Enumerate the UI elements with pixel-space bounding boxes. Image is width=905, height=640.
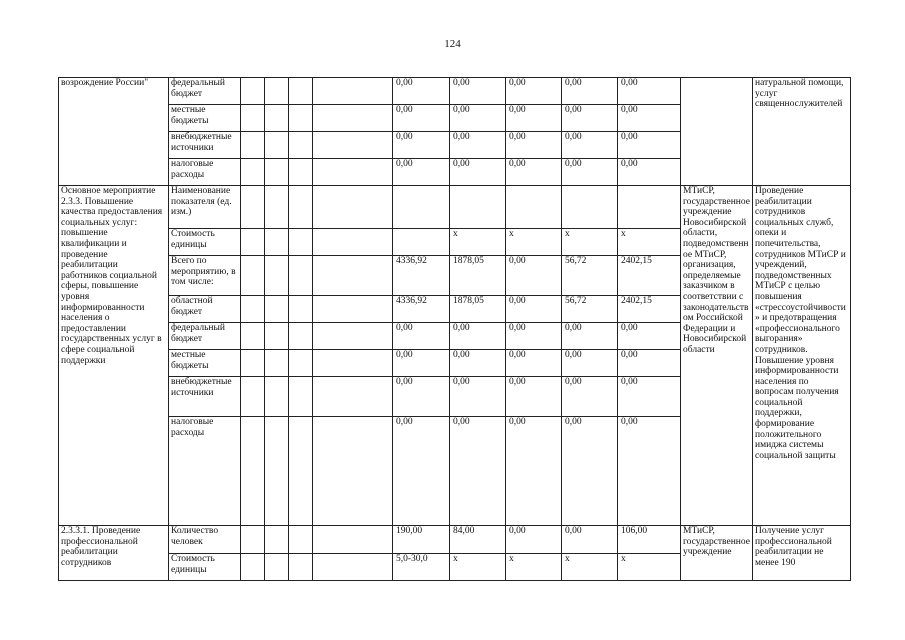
- value-cell: 0,00: [562, 323, 618, 350]
- value-cell: 1878,05: [450, 256, 506, 296]
- value-cell: 0,00: [618, 132, 681, 159]
- value-cell: 0,00: [506, 296, 562, 323]
- value-cell: [393, 186, 450, 229]
- value-cell: 0,00: [562, 526, 618, 554]
- value-cell: х: [562, 229, 618, 256]
- activity-name: 2.3.3.1. Проведение профессиональной реабилитации сотрудников: [59, 526, 169, 581]
- value-cell: 0,00: [450, 105, 506, 132]
- value-cell: 0,00: [562, 350, 618, 377]
- value-cell: 84,00: [450, 526, 506, 554]
- value-cell: 0,00: [562, 105, 618, 132]
- table-row: [59, 78, 851, 105]
- value-cell: 0,00: [562, 78, 618, 105]
- indicator-cell: налоговые расходы: [169, 159, 241, 186]
- value-cell: 0,00: [618, 350, 681, 377]
- value-cell: 0,00: [506, 256, 562, 296]
- value-cell: 0,00: [450, 132, 506, 159]
- value-cell: 0,00: [562, 417, 618, 526]
- value-cell: 4336,92: [393, 256, 450, 296]
- value-cell: 0,00: [506, 350, 562, 377]
- activity-name: Основное мероприятие 2.3.3. Повышение качества предоставления социальных услуг: повышение квалификации и проведение реабилитации работников социальной сферы, повышение уровня информированности населения о предоставлении государственных услуг в сфере социальной поддержки: [59, 186, 169, 526]
- value-cell: 0,00: [450, 417, 506, 526]
- indicator-cell: местные бюджеты: [169, 105, 241, 132]
- value-cell: 0,00: [393, 132, 450, 159]
- value-cell: [450, 186, 506, 229]
- value-cell: 56,72: [562, 256, 618, 296]
- indicator-cell: внебюджетные источники: [169, 132, 241, 159]
- value-cell: х: [450, 229, 506, 256]
- indicator-cell: налоговые расходы: [169, 417, 241, 526]
- value-cell: 0,00: [618, 323, 681, 350]
- value-cell: 0,00: [450, 350, 506, 377]
- value-cell: [562, 186, 618, 229]
- value-cell: 56,72: [562, 296, 618, 323]
- indicator-cell: федеральный бюджет: [169, 78, 241, 105]
- value-cell: 2402,15: [618, 296, 681, 323]
- indicator-cell: Количество человек: [169, 526, 241, 554]
- value-cell: 0,00: [393, 350, 450, 377]
- value-cell: 0,00: [393, 417, 450, 526]
- value-cell: 0,00: [506, 159, 562, 186]
- value-cell: 0,00: [562, 132, 618, 159]
- indicator-cell: федеральный бюджет: [169, 323, 241, 350]
- value-cell: 0,00: [618, 417, 681, 526]
- value-cell: [618, 186, 681, 229]
- value-cell: 0,00: [393, 78, 450, 105]
- value-cell: х: [618, 554, 681, 581]
- program-table: [58, 77, 851, 581]
- value-cell: 106,00: [618, 526, 681, 554]
- table-row: [59, 526, 851, 554]
- value-cell: [506, 186, 562, 229]
- value-cell: 0,00: [393, 377, 450, 417]
- value-cell: 1878,05: [450, 296, 506, 323]
- value-cell: 190,00: [393, 526, 450, 554]
- value-cell: 0,00: [450, 377, 506, 417]
- value-cell: 0,00: [506, 78, 562, 105]
- value-cell: 0,00: [393, 159, 450, 186]
- indicator-cell: Всего по мероприятию, в том числе:: [169, 256, 241, 296]
- executor-cell: МТиСР, государственное учреждение: [681, 526, 753, 581]
- value-cell: 0,00: [562, 377, 618, 417]
- value-cell: 2402,15: [618, 256, 681, 296]
- value-cell: 0,00: [618, 105, 681, 132]
- result-cell: Получение услуг профессиональной реабилитации не менее 190: [753, 526, 851, 581]
- value-cell: х: [562, 554, 618, 581]
- value-cell: 5,0-30,0: [393, 554, 450, 581]
- value-cell: 0,00: [450, 323, 506, 350]
- activity-name: возрождение России": [59, 78, 169, 186]
- executor-cell: МТиСР, государственное учреждение Новосибирской области, подведомственное МТиСР, организация, определяемые заказчиком в соответствии с законодательством Российской Федерации и Новосибирской области: [681, 186, 753, 526]
- value-cell: х: [618, 229, 681, 256]
- executor-cell: [681, 78, 753, 186]
- value-cell: 0,00: [393, 323, 450, 350]
- value-cell: 0,00: [562, 159, 618, 186]
- value-cell: 0,00: [506, 105, 562, 132]
- indicator-cell: Стоимость единицы: [169, 554, 241, 581]
- value-cell: 0,00: [450, 78, 506, 105]
- indicator-cell: областной бюджет: [169, 296, 241, 323]
- page-number: 124: [444, 38, 461, 50]
- value-cell: 0,00: [506, 323, 562, 350]
- value-cell: х: [506, 229, 562, 256]
- value-cell: 0,00: [450, 159, 506, 186]
- result-cell: натуральной помощи, услуг священнослужителей: [753, 78, 851, 186]
- value-cell: х: [506, 554, 562, 581]
- value-cell: 0,00: [506, 132, 562, 159]
- value-cell: 0,00: [618, 78, 681, 105]
- value-cell: 0,00: [506, 417, 562, 526]
- value-cell: 0,00: [506, 377, 562, 417]
- table-row: [59, 186, 851, 229]
- indicator-cell: внебюджетные источники: [169, 377, 241, 417]
- indicator-cell: Наименование показателя (ед. изм.): [169, 186, 241, 229]
- value-cell: х: [450, 554, 506, 581]
- value-cell: 0,00: [506, 526, 562, 554]
- indicator-cell: местные бюджеты: [169, 350, 241, 377]
- result-cell: Проведение реабилитации сотрудников социальных служб, опеки и попечительства, сотрудников МТиСР и учреждений, подведомственных МТиСР с целью повышения «стрессоустойчивости» и предотвращения «профессионального выгорания» сотрудников. Повышение уровня информированности населения по вопросам получения социальной поддержки, формирование положительного имиджа системы социальной защиты: [753, 186, 851, 526]
- value-cell: [393, 229, 450, 256]
- value-cell: 4336,92: [393, 296, 450, 323]
- value-cell: 0,00: [393, 105, 450, 132]
- value-cell: 0,00: [618, 377, 681, 417]
- indicator-cell: Стоимость единицы: [169, 229, 241, 256]
- value-cell: 0,00: [618, 159, 681, 186]
